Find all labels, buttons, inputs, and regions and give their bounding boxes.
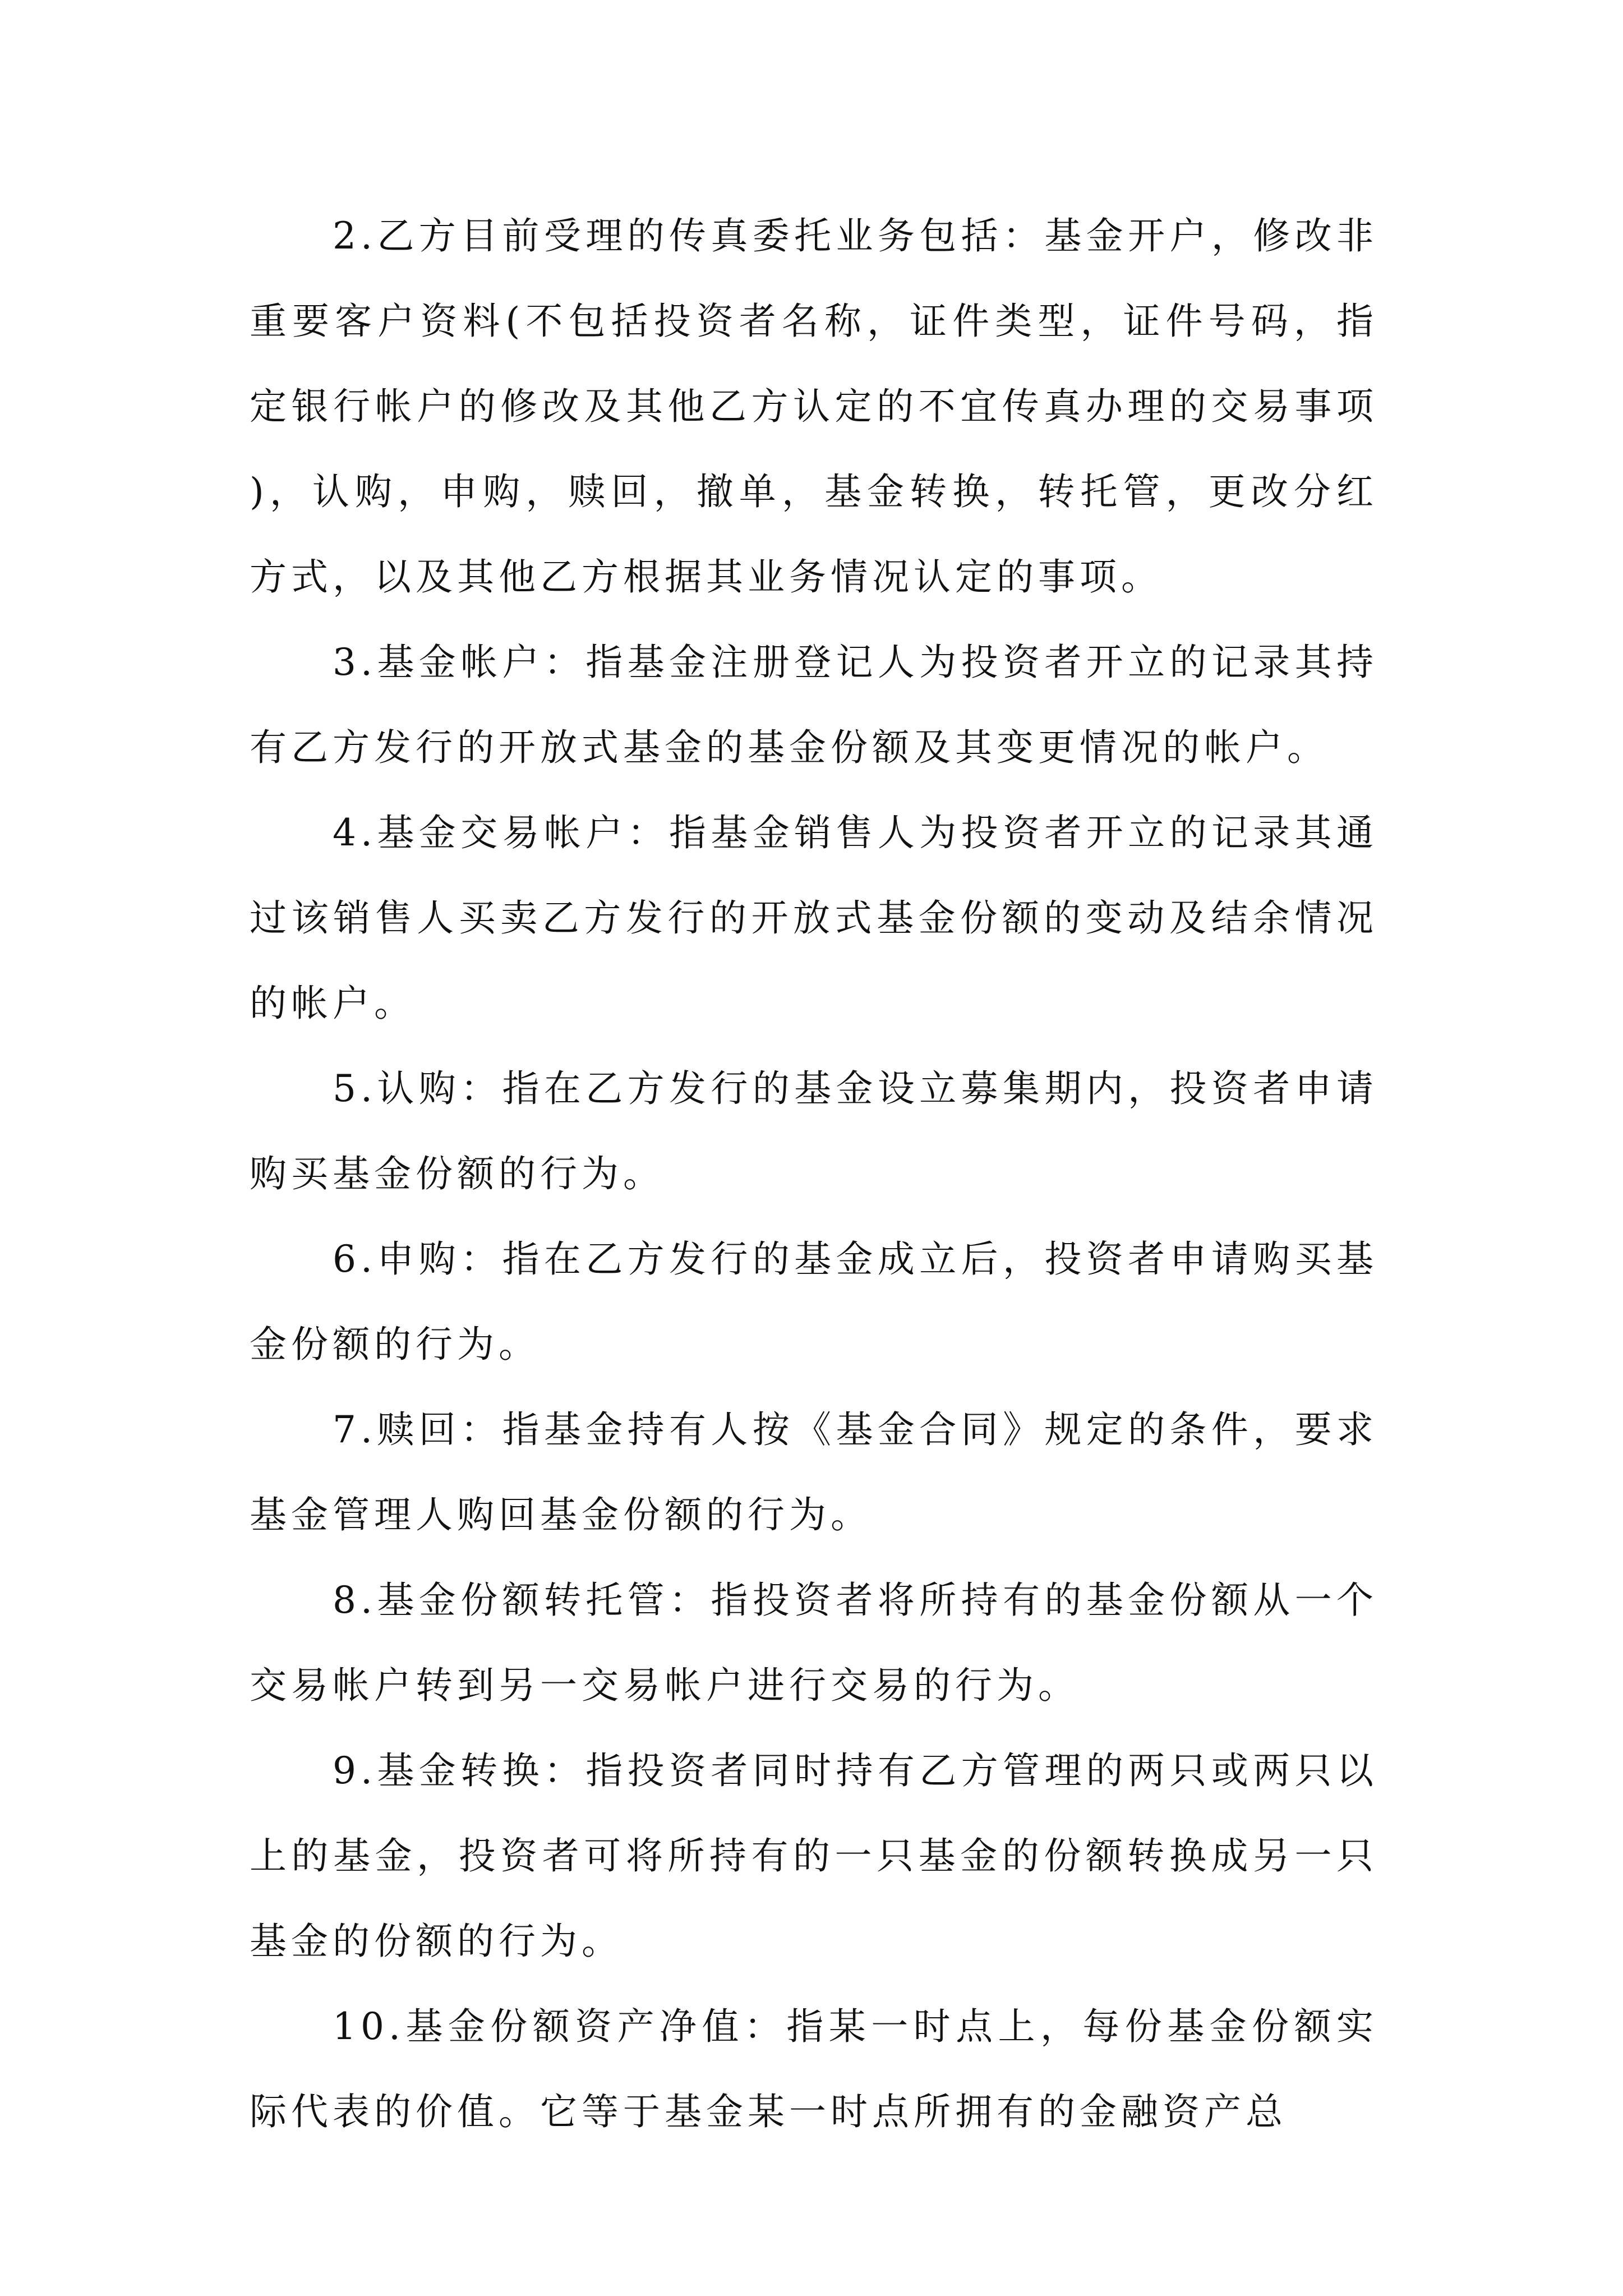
paragraph-2: 2.乙方目前受理的传真委托业务包括：基金开户，修改非重要客户资料(不包括投资者名称，证件类型，证件号码，指定银行帐户的修改及其他乙方认定的不宜传真办理的交易事项)，认购，申购，赎回，撤单，基金转换，转托管，更改分红方式，以及其他乙方根据其业务情况认定的事项。 (250, 214, 1378, 599)
paragraph-10: 10.基金份额资产净值：指某一时点上，每份基金份额实际代表的价值。它等于基金某一时点所拥有的金融资产总 (250, 2005, 1378, 2133)
paragraph-4: 4.基金交易帐户：指基金销售人为投资者开立的记录其通过该销售人买卖乙方发行的开放式基金份额的变动及结余情况的帐户。 (250, 811, 1378, 1025)
paragraph-5: 5.认购：指在乙方发行的基金设立募集期内，投资者申请购买基金份额的行为。 (250, 1067, 1378, 1195)
paragraph-9: 9.基金转换：指投资者同时持有乙方管理的两只或两只以上的基金，投资者可将所持有的一只基金的份额转换成另一只基金的份额的行为。 (250, 1749, 1378, 1963)
paragraph-8: 8.基金份额转托管：指投资者将所持有的基金份额从一个交易帐户转到另一交易帐户进行交易的行为。 (250, 1579, 1378, 1707)
paragraph-6: 6.申购：指在乙方发行的基金成立后，投资者申请购买基金份额的行为。 (250, 1237, 1378, 1366)
paragraph-7: 7.赎回：指基金持有人按《基金合同》规定的条件，要求基金管理人购回基金份额的行为。 (250, 1408, 1378, 1536)
paragraph-3: 3.基金帐户：指基金注册登记人为投资者开立的记录其持有乙方发行的开放式基金的基金份额及其变更情况的帐户。 (250, 641, 1378, 769)
document-body (250, 194, 1378, 2155)
